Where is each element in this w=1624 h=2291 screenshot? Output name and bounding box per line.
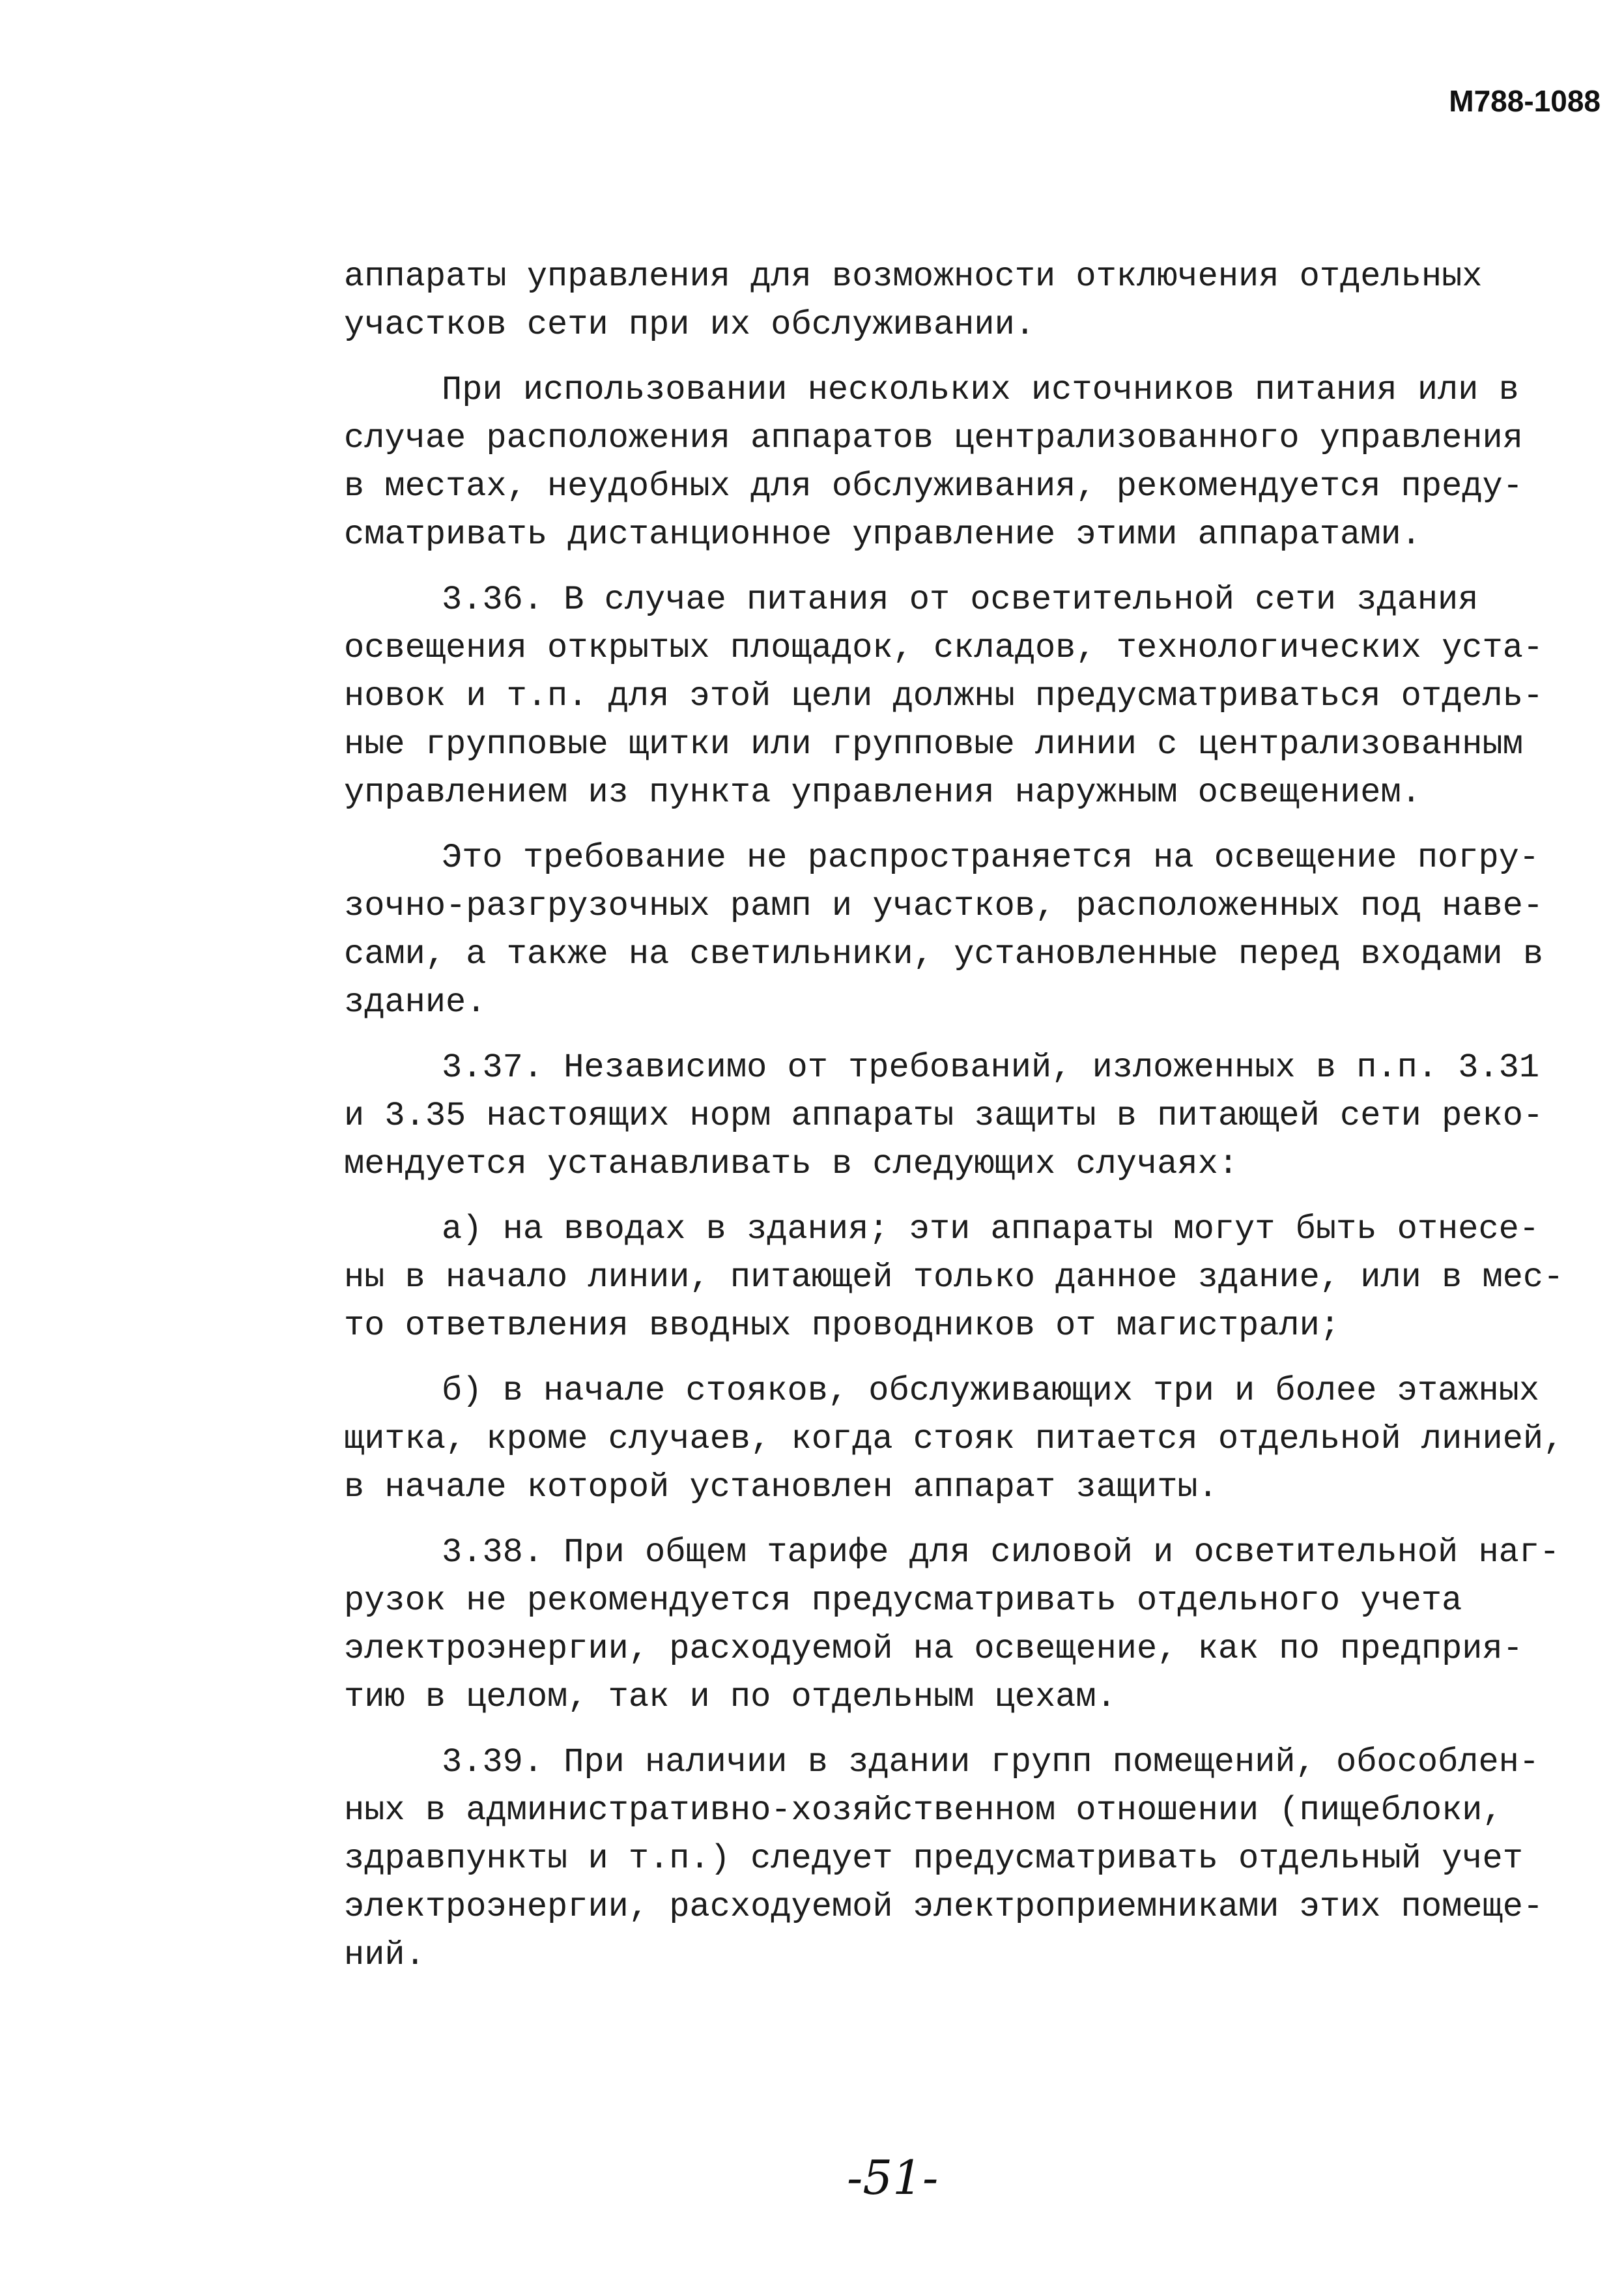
paragraph bbox=[344, 366, 1556, 559]
text-line: и 3.35 настоящих норм аппараты защиты в питающей сети реко- bbox=[344, 1097, 1544, 1135]
document-code: М788-1088 bbox=[1449, 84, 1601, 118]
text-line: 3.37. Независимо от требований, изложенных в п.п. 3.31 bbox=[442, 1048, 1540, 1087]
text-line: освещения открытых площадок, складов, технологических уста- bbox=[344, 629, 1544, 667]
text-line: мендуется устанавливать в следующих случаях: bbox=[344, 1145, 1239, 1183]
text-line: 3.39. При наличии в здании групп помещений, обособлен- bbox=[442, 1743, 1540, 1781]
text-line: сматривать дистанционное управление этими аппаратами. bbox=[344, 515, 1421, 554]
text-line: Это требование не распространяется на освещение погру- bbox=[442, 839, 1540, 877]
paragraph bbox=[344, 576, 1556, 817]
text-line: ны в начало линии, питающей только данное здание, или в мес- bbox=[344, 1258, 1564, 1297]
text-line: сами, а также на светильники, установленные перед входами в bbox=[344, 935, 1544, 973]
text-line: в начале которой установлен аппарат защиты. bbox=[344, 1468, 1218, 1506]
text-line: 3.36. В случае питания от осветительной сети здания bbox=[442, 581, 1479, 619]
text-line: случае расположения аппаратов централизованного управления bbox=[344, 419, 1523, 457]
text-line: а) на вводах в здания; эти аппараты могут быть отнесе- bbox=[442, 1210, 1540, 1248]
paragraph bbox=[344, 1044, 1556, 1189]
text-line: управлением из пункта управления наружным освещением. bbox=[344, 773, 1421, 812]
text-line: тию в целом, так и по отдельным цехам. bbox=[344, 1678, 1117, 1716]
paragraph bbox=[344, 253, 1556, 349]
page-number: -51- bbox=[847, 2150, 939, 2205]
paragraph bbox=[344, 1205, 1564, 1350]
text-line: б) в начале стояков, обслуживающих три и более этажных bbox=[442, 1372, 1540, 1410]
text-line: аппараты управления для возможности отключения отдельных bbox=[344, 257, 1483, 296]
paragraph bbox=[344, 1367, 1564, 1512]
text-line: ных в административно-хозяйственном отношении (пищеблоки, bbox=[344, 1791, 1503, 1830]
paragraph bbox=[344, 1738, 1556, 1980]
text-line: щитка, кроме случаев, когда стояк питается отдельной линией, bbox=[344, 1420, 1564, 1458]
text-line: то ответвления вводных проводников от магистрали; bbox=[344, 1306, 1341, 1345]
text-line: здание. bbox=[344, 983, 487, 1022]
text-line: электроэнергии, расходуемой электроприемниками этих помеще- bbox=[344, 1888, 1544, 1926]
text-line: в местах, неудобных для обслуживания, рекомендуется преду- bbox=[344, 467, 1523, 506]
text-line: 3.38. При общем тарифе для силовой и осветительной наг- bbox=[442, 1533, 1560, 1572]
text-line: участков сети при их обслуживании. bbox=[344, 306, 1035, 344]
text-line: электроэнергии, расходуемой на освещение, как по предприя- bbox=[344, 1630, 1523, 1668]
paragraph bbox=[344, 834, 1556, 1027]
text-line: При использовании нескольких источников питания или в bbox=[442, 371, 1519, 409]
text-line: новок и т.п. для этой цели должны предусматриваться отдель- bbox=[344, 677, 1544, 715]
text-line: ные групповые щитки или групповые линии с централизованным bbox=[344, 725, 1523, 764]
text-line: ний. bbox=[344, 1936, 425, 1974]
text-line: здравпункты и т.п.) следует предусматривать отдельный учет bbox=[344, 1839, 1523, 1878]
paragraph bbox=[344, 1529, 1560, 1722]
body-text bbox=[344, 253, 1564, 1996]
text-line: зочно-разгрузочных рамп и участков, расположенных под наве- bbox=[344, 887, 1544, 925]
text-line: рузок не рекомендуется предусматривать отдельного учета bbox=[344, 1581, 1462, 1620]
